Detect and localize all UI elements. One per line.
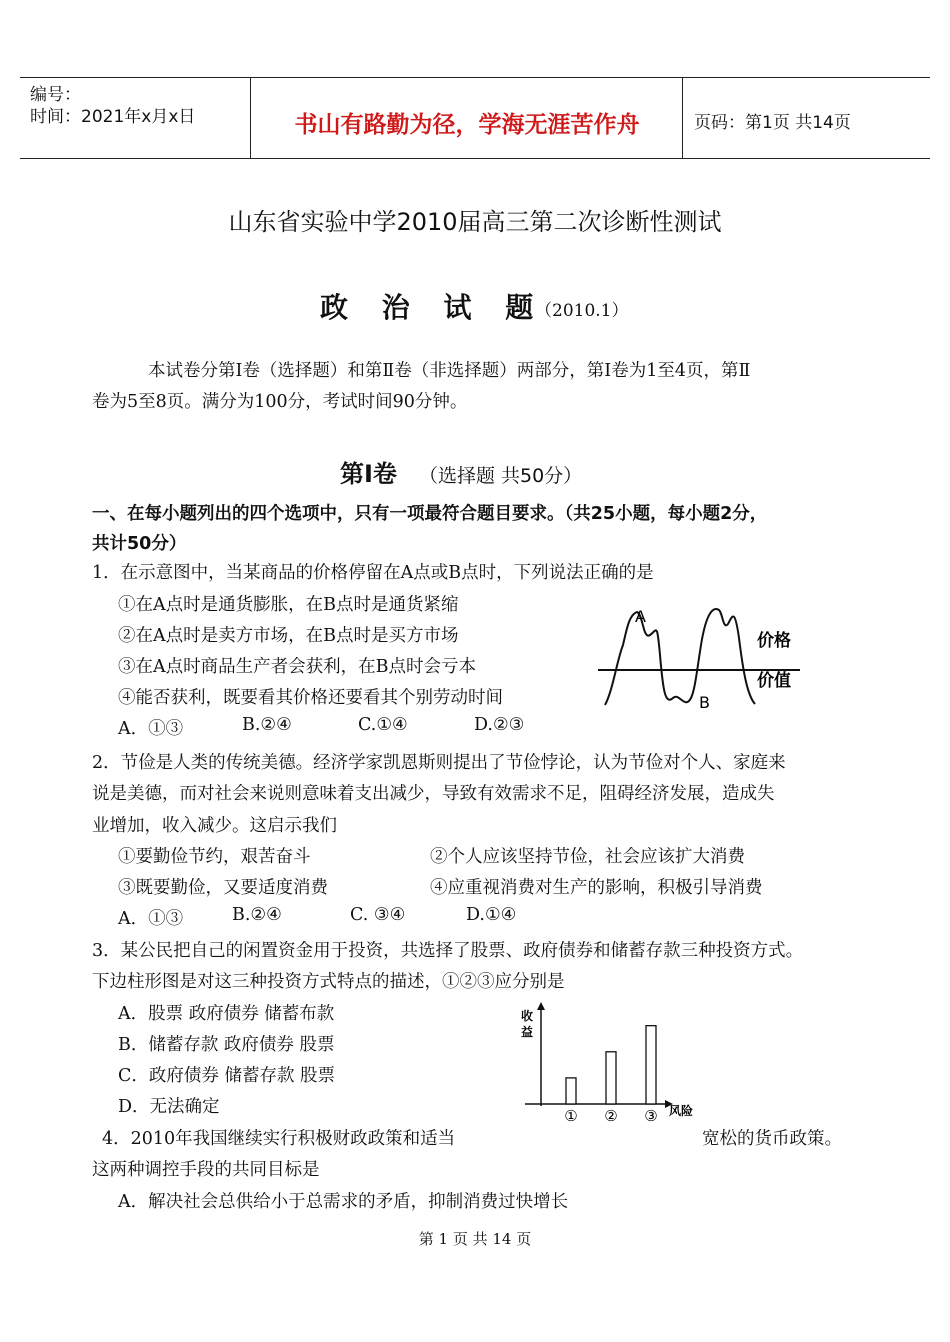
instructions-line: 共计50分） (92, 534, 187, 554)
chart-bar (646, 1026, 656, 1104)
point-a-label: A (635, 607, 646, 626)
section-heading (340, 454, 582, 489)
instructions-line: 一、在每小题列出的四个选项中，只有一项最符合题目要求。（共25小题，每小题2分， (92, 504, 768, 524)
q2-option-a: A．①③ (118, 909, 184, 929)
q2-option-d: D.①④ (466, 905, 517, 925)
y-axis-arrow (537, 1002, 545, 1010)
q4-option-a: A．解决社会总供给小于总需求的矛盾，抑制消费过快增长 (118, 1192, 569, 1212)
q2-item: ④应重视消费对生产的影响，积极引导消费 (430, 878, 763, 898)
q2-stem: 业增加，收入减少。这启示我们 (92, 816, 337, 836)
q2-stem: 2．节俭是人类的传统美德。经济学家凯恩斯则提出了节俭悖论，认为节俭对个人、家庭来 (92, 753, 786, 773)
exam-date: （2010.1） (535, 301, 629, 321)
q1-option-c: C.①④ (358, 715, 408, 735)
section-note: （选择题 共50分） (418, 465, 583, 487)
q1-item: ①在A点时是通货膨胀，在B点时是通货紧缩 (118, 595, 459, 615)
intro-line: 本试卷分第Ⅰ卷（选择题）和第Ⅱ卷（非选择题）两部分，第Ⅰ卷为1至4页，第Ⅱ (148, 361, 751, 381)
header-divider (250, 78, 251, 158)
header-page-number: 页码：第1页 共14页 (694, 113, 851, 133)
q3-option-b: B．储蓄存款 政府债券 股票 (118, 1035, 335, 1055)
q1-option-d: D.②③ (474, 715, 525, 735)
header-meta (30, 84, 195, 128)
point-b-label: B (699, 693, 710, 712)
exam-title: 山东省实验中学2010届高三第二次诊断性测试 (228, 208, 722, 236)
price-value-figure (595, 600, 815, 715)
q2-stem: 说是美德，而对社会来说则意味着支出减少，导致有效需求不足，阻碍经济发展，造成失 (92, 784, 775, 804)
price-label: 价格 (757, 631, 791, 651)
chart-bar (606, 1052, 616, 1104)
risk-return-bar-chart (515, 1000, 705, 1128)
q1-item: ②在A点时是卖方市场，在B点时是买方市场 (118, 626, 459, 646)
q2-option-c: C. ③④ (350, 905, 406, 925)
header-table (20, 77, 930, 159)
q2-item: ③既要勤俭，又要适度消费 (118, 878, 328, 898)
q3-stem: 3．某公民把自己的闲置资金用于投资，共选择了股票、政府债券和储蓄存款三种投资方式。 (92, 941, 804, 961)
q3-stem: 下边柱形图是对这三种投资方式特点的描述，①②③应分别是 (92, 972, 565, 992)
q1-option-a: A．①③ (118, 719, 184, 739)
chart-category-label: ① (564, 1107, 578, 1125)
chart-category-label: ② (604, 1107, 618, 1125)
page-footer: 第 1 页 共 14 页 (418, 1230, 532, 1248)
q2-item: ①要勤俭节约，艰苦奋斗 (118, 847, 311, 867)
header-motto: 书山有路勤为径，学海无涯苦作舟 (294, 112, 640, 138)
y-axis-label-part: 益 (521, 1025, 534, 1039)
header-divider (682, 78, 683, 158)
time-label: 时间：2021年x月x日 (30, 107, 196, 127)
q4-stem: 这两种调控手段的共同目标是 (92, 1160, 320, 1180)
q2-option-b: B.②④ (232, 905, 282, 925)
q3-option-d: D．无法确定 (118, 1097, 220, 1117)
exam-subtitle: 政 治 试 题 (320, 291, 546, 324)
q1-stem: 1．在示意图中，当某商品的价格停留在A点或B点时，下列说法正确的是 (92, 563, 654, 583)
number-label: 编号： (30, 85, 81, 105)
q3-option-c: C．政府债券 储蓄存款 股票 (118, 1066, 336, 1086)
q2-item: ②个人应该坚持节俭，社会应该扩大消费 (430, 847, 745, 867)
q1-item: ④能否获利，既要看其价格还要看其个别劳动时间 (118, 688, 503, 708)
q4-stem: 4．2010年我国继续实行积极财政政策和适当 (102, 1129, 456, 1149)
value-label: 价值 (757, 671, 791, 691)
y-axis-label-part: 收 (521, 1009, 534, 1023)
price-curve (605, 609, 755, 705)
q1-item: ③在A点时商品生产者会获利，在B点时会亏本 (118, 657, 476, 677)
chart-bar (566, 1078, 576, 1104)
q1-option-b: B.②④ (242, 715, 292, 735)
section-title: 第Ⅰ卷 (340, 460, 397, 488)
chart-category-label: ③ (644, 1107, 658, 1125)
q4-stem: 宽松的货币政策。 (702, 1129, 842, 1149)
q3-option-a: A．股票 政府债券 储蓄布款 (118, 1004, 335, 1024)
intro-line: 卷为5至8页。满分为100分，考试时间90分钟。 (92, 392, 468, 412)
x-axis-label: 风险 (669, 1104, 694, 1118)
